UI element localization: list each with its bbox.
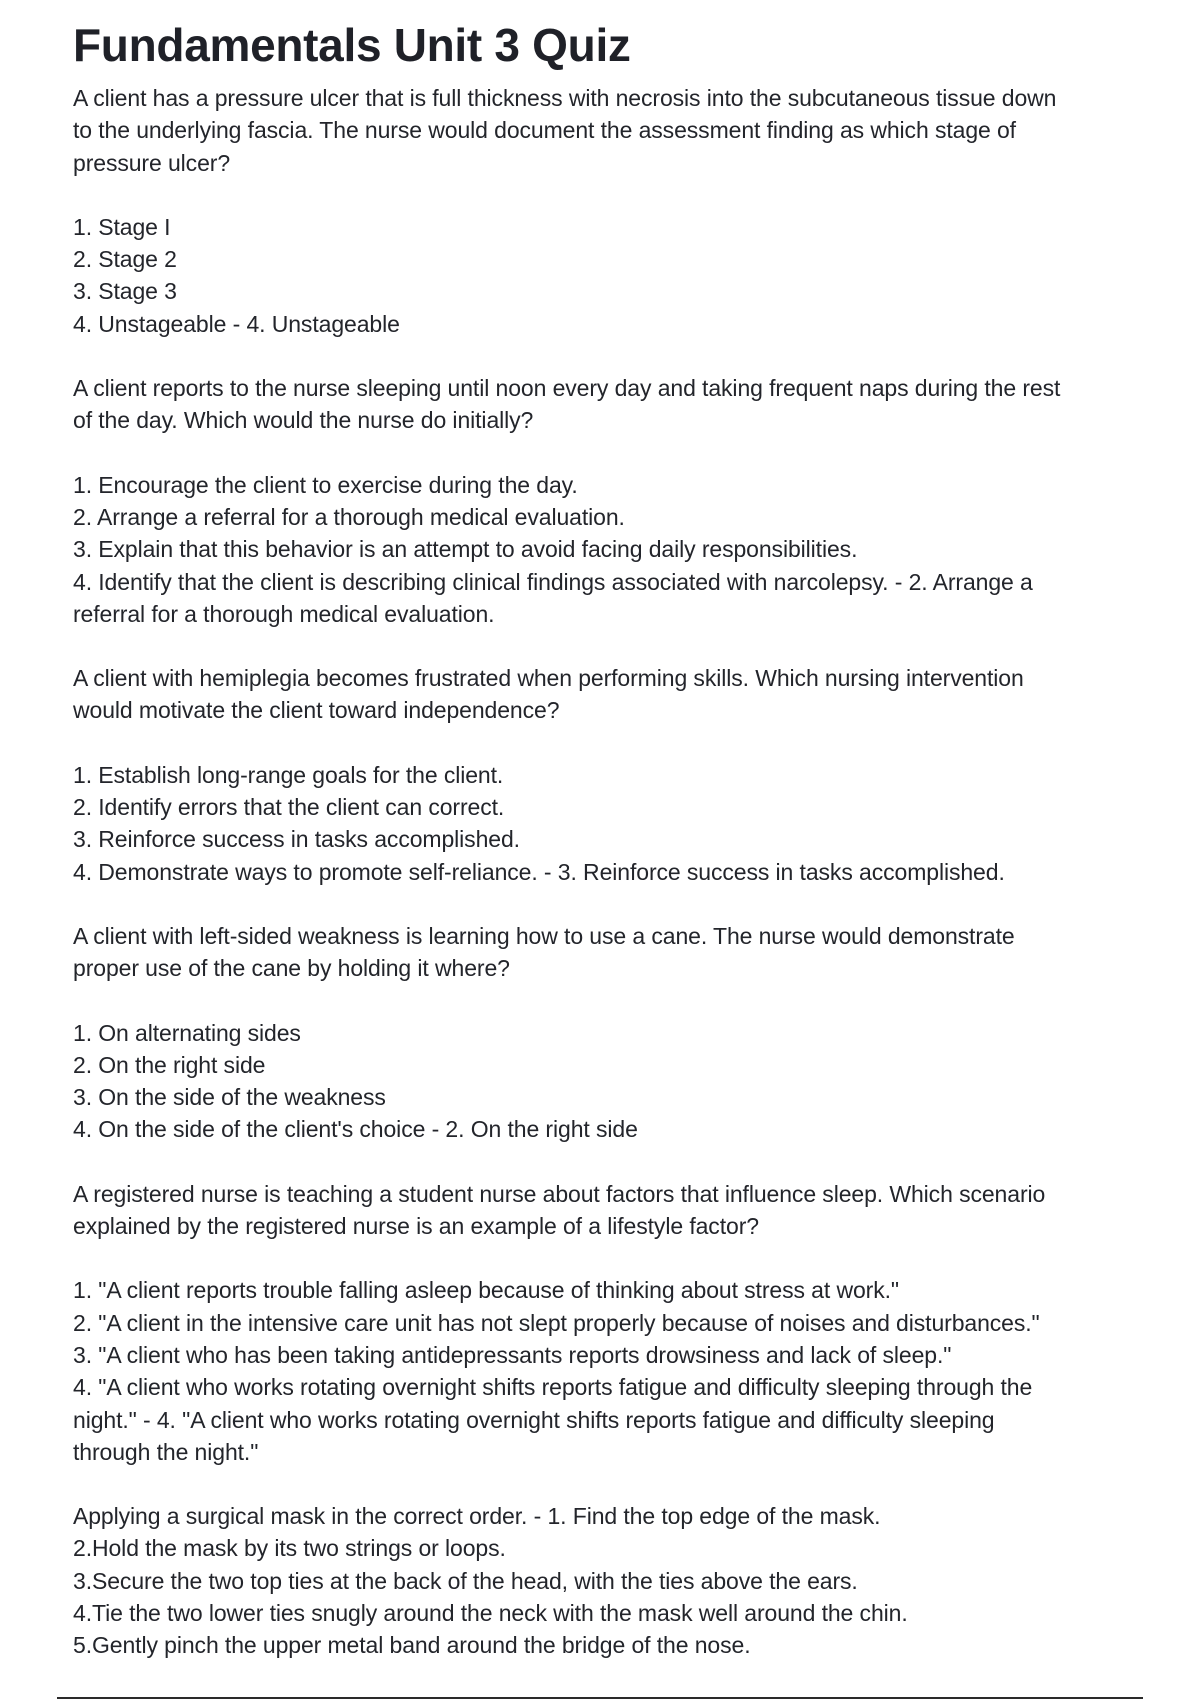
option-line: 4. Identify that the client is describing clinical findings associated with narcolepsy. - 2. Arrange a: [73, 568, 1033, 595]
option-line: referral for a thorough medical evaluation.: [73, 600, 495, 627]
question-line: explained by the registered nurse is an example of a lifestyle factor?: [73, 1213, 759, 1240]
question-5-stem: [73, 1178, 1133, 1243]
question-line: A client has a pressure ulcer that is full thickness with necrosis into the subcutaneous tissue down: [73, 85, 1057, 111]
question-line: A client with hemiplegia becomes frustrated when performing skills. Which nursing intervention: [73, 665, 1024, 692]
option-line: 2. Identify errors that the client can correct.: [73, 794, 505, 821]
option-line: 1. Stage I: [73, 213, 171, 240]
option-line: 1. "A client reports trouble falling asleep because of thinking about stress at work.": [73, 1277, 899, 1304]
question-line: A registered nurse is teaching a student nurse about factors that influence sleep. Which scenario: [73, 1180, 1046, 1207]
document-page: [73, 14, 1133, 1662]
option-line: 1. Establish long-range goals for the client.: [73, 761, 504, 788]
question-5-options: [73, 1274, 1133, 1468]
option-line: 3. Reinforce success in tasks accomplished.: [73, 826, 520, 853]
question-1-options: [73, 211, 1133, 340]
question-line: pressure ulcer?: [73, 149, 231, 176]
question-2-stem: [73, 372, 1133, 437]
question-line: A client reports to the nurse sleeping until noon every day and taking frequent naps during the rest: [73, 375, 1061, 402]
question-3-options: [73, 759, 1133, 888]
question-line: to the underlying fascia. The nurse would document the assessment finding as which stage of: [73, 117, 1016, 144]
option-line: 2. On the right side: [73, 1051, 266, 1078]
question-3-stem: [73, 662, 1133, 727]
question-line: 4.Tie the two lower ties snugly around the neck with the mask well around the chin.: [73, 1599, 908, 1626]
question-line: 5.Gently pinch the upper metal band around the bridge of the nose.: [73, 1632, 751, 1659]
question-line: A client with left-sided weakness is learning how to use a cane. The nurse would demonstrate: [73, 922, 1015, 949]
page-bottom-divider: [57, 1697, 1143, 1699]
option-line: 2. "A client in the intensive care unit has not slept properly because of noises and disturbances.": [73, 1309, 1040, 1336]
option-line: 3. "A client who has been taking antidepressants reports drowsiness and lack of sleep.": [73, 1341, 952, 1368]
question-line: Applying a surgical mask in the correct order. - 1. Find the top edge of the mask.: [73, 1503, 881, 1530]
question-4-stem: [73, 920, 1133, 985]
question-1-stem: [73, 82, 1133, 179]
option-line: 2. Stage 2: [73, 246, 177, 273]
question-line: would motivate the client toward independence?: [73, 697, 560, 724]
option-line: 3. On the side of the weakness: [73, 1084, 386, 1111]
option-line: 4. "A client who works rotating overnight shifts reports fatigue and difficulty sleeping through the: [73, 1374, 1033, 1401]
option-line: 4. Demonstrate ways to promote self-reliance. - 3. Reinforce success in tasks accomplished.: [73, 858, 1005, 885]
question-line: 2.Hold the mask by its two strings or loops.: [73, 1535, 506, 1562]
option-line: 1. Encourage the client to exercise during the day.: [73, 471, 578, 498]
option-line: 4. Unstageable - 4. Unstageable: [73, 310, 400, 337]
option-line: 3. Explain that this behavior is an attempt to avoid facing daily responsibilities.: [73, 536, 858, 563]
question-4-options: [73, 1017, 1133, 1146]
question-line: 3.Secure the two top ties at the back of the head, with the ties above the ears.: [73, 1567, 858, 1594]
page-title: Fundamentals Unit 3 Quiz: [73, 19, 631, 71]
option-line: night." - 4. "A client who works rotating overnight shifts reports fatigue and difficulty sleeping: [73, 1406, 995, 1433]
question-line: proper use of the cane by holding it where?: [73, 955, 510, 982]
question-6-stem: [73, 1500, 1133, 1661]
option-line: 3. Stage 3: [73, 278, 177, 305]
option-line: through the night.": [73, 1438, 259, 1465]
option-line: 4. On the side of the client's choice - 2. On the right side: [73, 1116, 638, 1143]
option-line: 1. On alternating sides: [73, 1019, 301, 1046]
question-line: of the day. Which would the nurse do initially?: [73, 407, 534, 434]
question-2-options: [73, 469, 1133, 630]
option-line: 2. Arrange a referral for a thorough medical evaluation.: [73, 503, 625, 530]
